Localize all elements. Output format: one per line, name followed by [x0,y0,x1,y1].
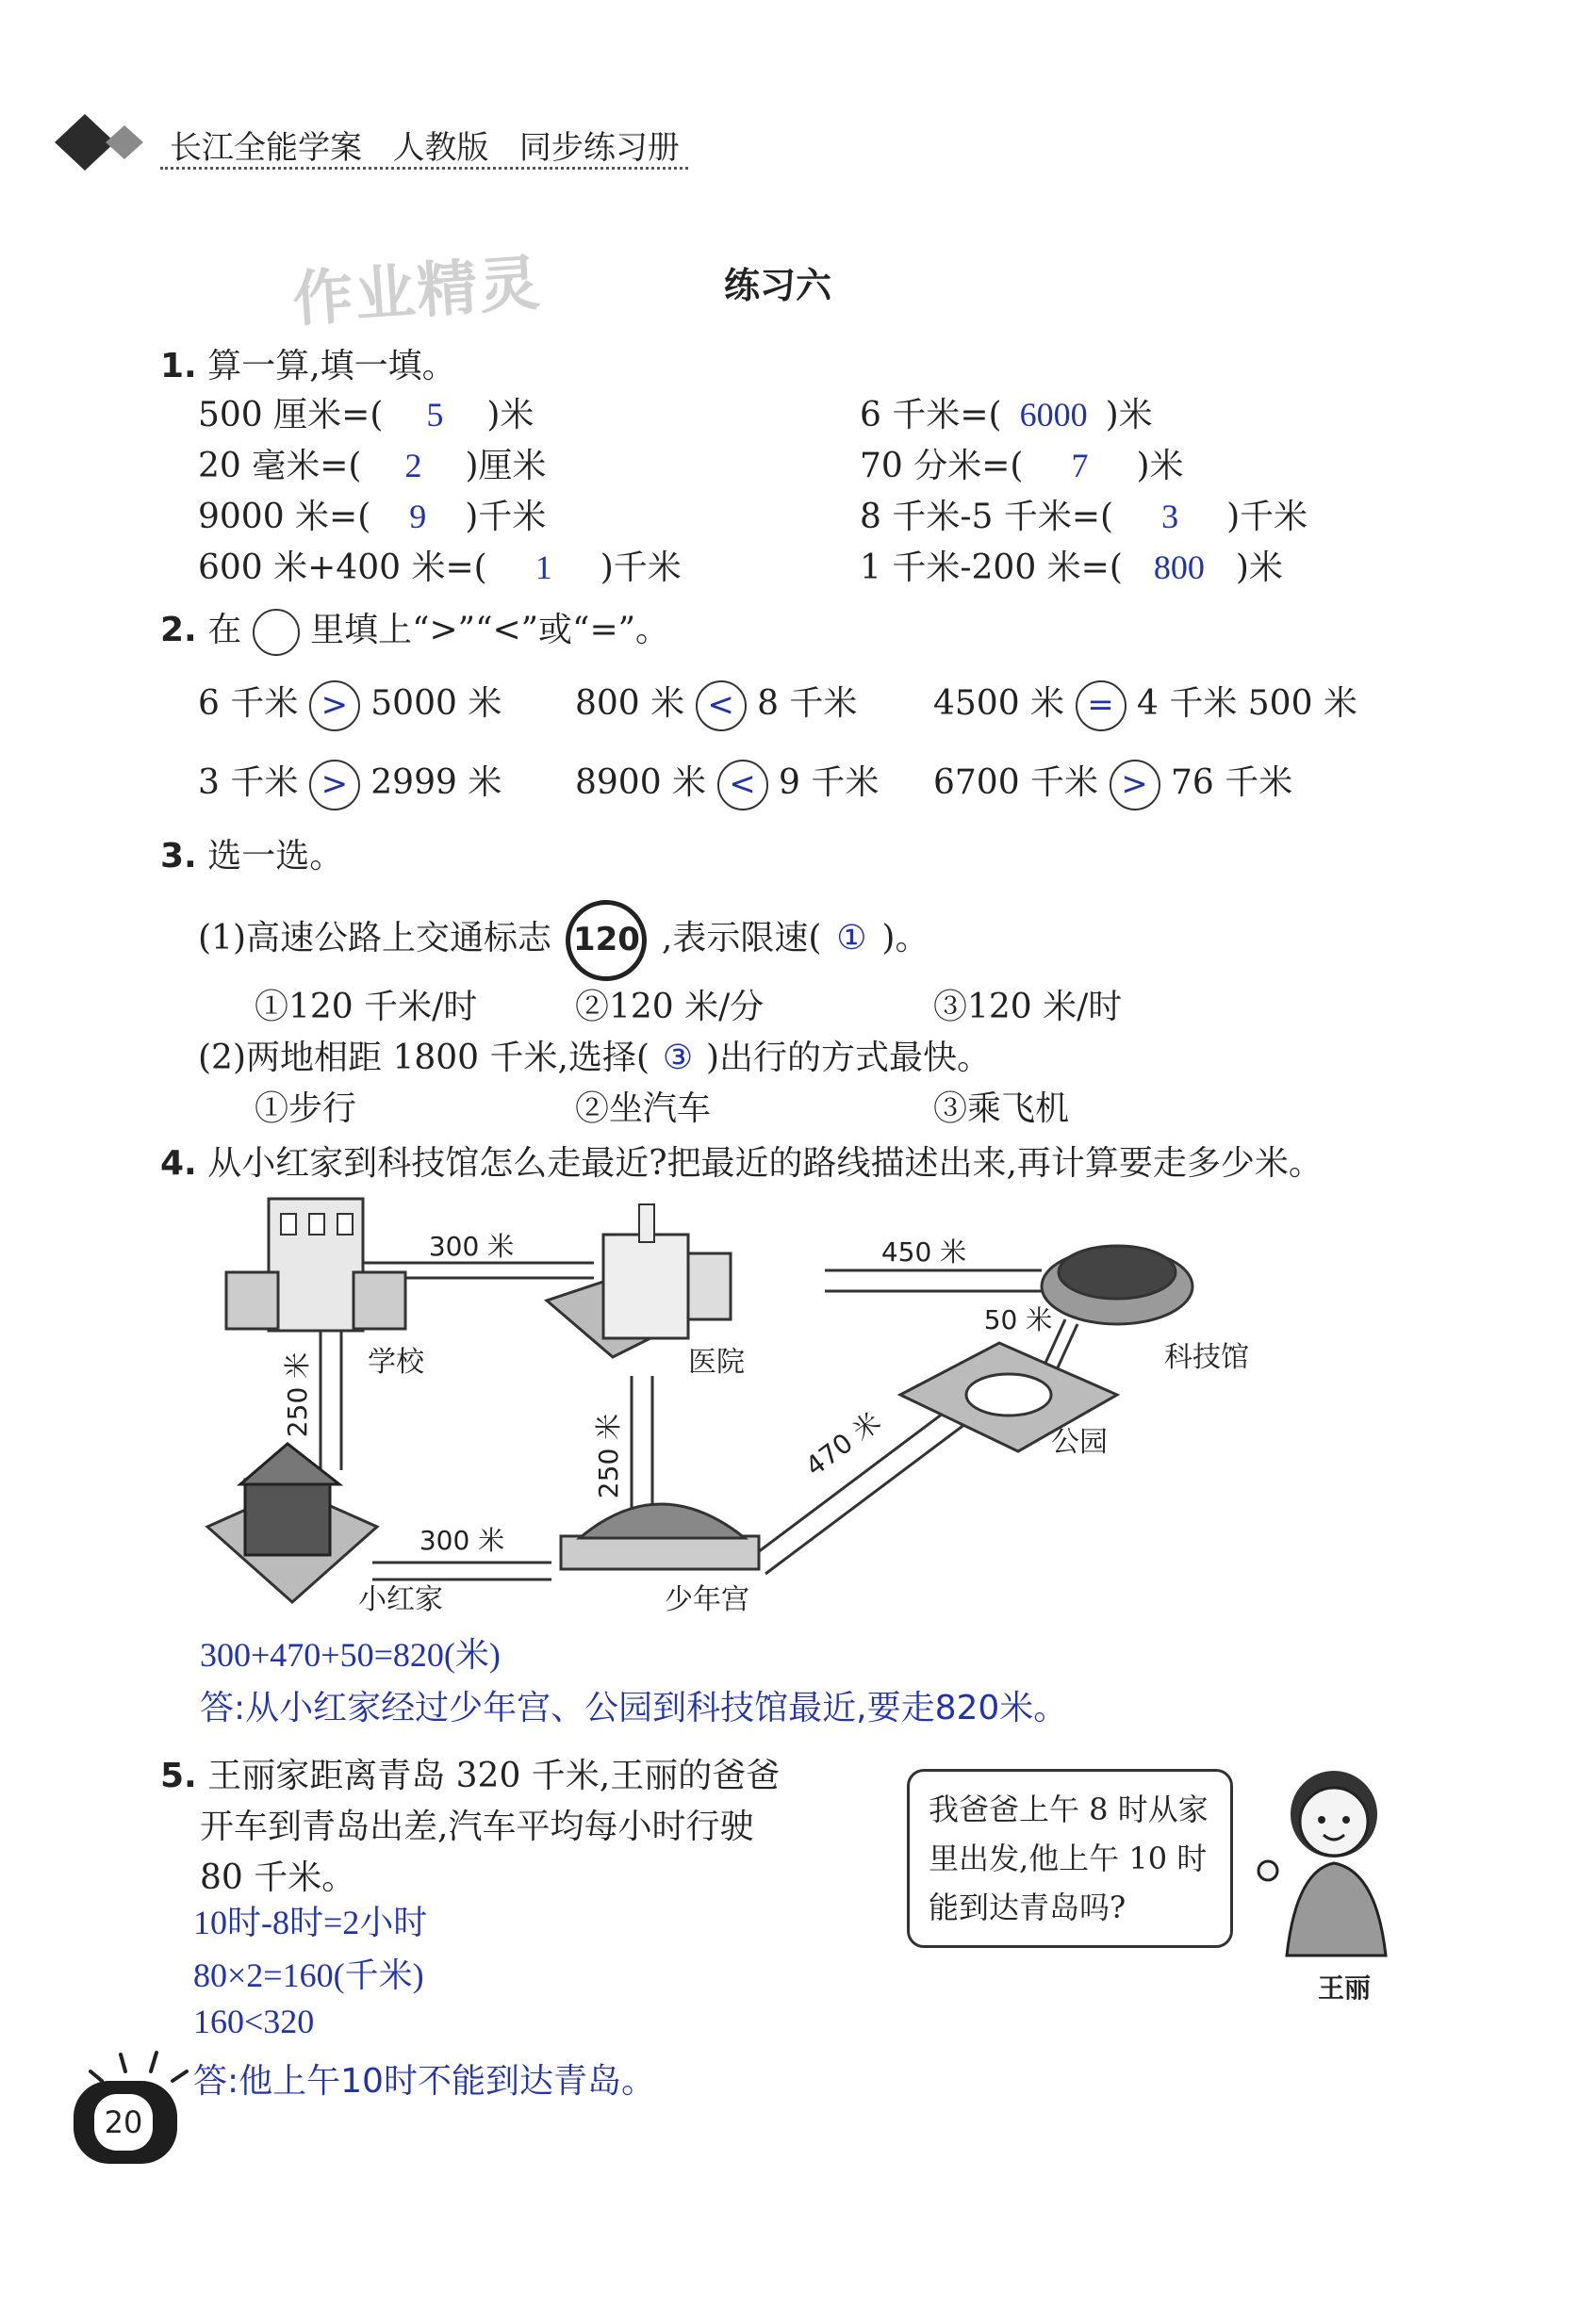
answer: 9 [409,498,427,535]
speech-bubble [907,1769,1233,1948]
header-series: 同步练习册 [518,129,680,167]
distance-label: 250 米 [282,1351,313,1438]
place-label: 学校 [368,1346,424,1379]
q3-p1-pre: (1)高速公路上交通标志 [198,919,551,957]
answer-circle: = [1076,680,1127,731]
q5-line: 80 千米。 [200,1858,356,1897]
school-building-icon [226,1199,405,1331]
q3-title: 选一选。 [207,837,344,876]
header-title: 长江全能学案 [170,129,362,167]
q1-item: 500 厘米=( 5 )米 [198,396,535,434]
place-label: 小红家 [358,1583,443,1616]
speech-line: 能到达青岛吗? [929,1890,1127,1925]
girl-character-icon [1244,1758,1414,1965]
option: ③120 米/时 [933,988,1123,1026]
place-label: 科技馆 [1164,1341,1249,1374]
answer: 5 [426,396,444,434]
page-number: 20 [94,2094,153,2151]
q1-item: 9000 米=( 9 )千米 [198,498,547,536]
answer: 3 [1161,498,1179,535]
answer: 6000 [1019,396,1088,434]
header-divider [160,167,688,170]
page-title: 练习六 [724,265,832,306]
q5-number: 5. [160,1757,197,1795]
speech-line: 里出发,他上午 10 时 [929,1841,1208,1876]
answer: 2 [404,447,422,484]
q3-p1-post: ,表示限速( [661,919,822,957]
museum-dome-icon [1042,1246,1192,1324]
header [47,108,698,184]
speed-limit-sign: 120 [566,900,647,981]
header-edition: 人教版 [392,129,489,167]
q5-line: 开车到青岛出差,汽车平均每小时行驶 [200,1808,754,1846]
q1-number: 1. [160,347,197,385]
q5-line: 王丽家距离青岛 320 千米,王丽的爸爸 [207,1757,781,1795]
empty-circle-icon [253,609,300,656]
option: ③乘飞机 [933,1089,1070,1128]
answer-circle: < [696,680,747,731]
palace-building-icon [561,1504,759,1569]
q5-answer: 10时-8时=2小时 [193,1904,428,1941]
distance-label: 300 米 [419,1525,505,1556]
place-label: 医院 [688,1346,745,1379]
q4-title: 从小红家到科技馆怎么走最近?把最近的路线描述出来,再计算要走多少米。 [207,1144,1323,1183]
compare-item: 3 千米 > 2999 米 [198,756,502,810]
distance-label: 470 米 [799,1406,887,1482]
q5-answer: 160<320 [193,2003,315,2040]
q1-item: 6 千米=( 6000 )米 [860,396,1153,434]
q1-title: 算一算,填一填。 [207,347,456,385]
compare-item: 8900 米 < 9 千米 [575,756,879,810]
compare-item: 800 米 < 8 千米 [575,677,857,731]
hospital-building-icon [547,1204,731,1357]
q1-item: 70 分米=( 7 )米 [860,447,1184,485]
q1-item: 1 千米-200 米=( 800 )米 [860,548,1283,587]
q3-p1-end: )。 [881,919,929,957]
q1-item: 8 千米-5 千米=( 3 )千米 [860,498,1308,536]
q1-item: 600 米+400 米=( 1 )千米 [198,548,682,587]
q4-answer-text: 答:从小红家经过少年宫、公园到科技馆最近,要走820米。 [200,1689,1068,1727]
option: ②坐汽车 [575,1089,712,1128]
answer: 1 [535,548,552,586]
q3-p2-pre: (2)两地相距 1800 千米,选择( [198,1039,650,1077]
answer-circle: < [717,760,768,810]
option: ②120 米/分 [575,988,765,1026]
route-map [189,1197,1282,1640]
compare-item: 6 千米 > 5000 米 [198,677,502,731]
q2-pre: 在 [207,611,242,649]
q2-number: 2. [160,611,197,649]
q4-answer-calc: 300+470+50=820(米) [200,1636,501,1674]
watermark: 作业精灵 [290,248,544,336]
diamond-logo-icon [47,108,151,176]
answer: 800 [1153,548,1205,586]
answer-circle: > [1110,760,1160,810]
q3-p2-post: )出行的方式最快。 [706,1039,992,1077]
option: ①120 千米/时 [255,988,478,1026]
page-number-badge [74,2081,177,2166]
compare-item: 6700 千米 > 76 千米 [933,756,1292,810]
answer-circle: > [309,760,360,810]
place-label: 少年宫 [665,1583,749,1616]
answer: ③ [662,1039,694,1076]
answer: ① [836,919,867,957]
option: ①步行 [255,1089,357,1128]
distance-label: 300 米 [428,1231,515,1262]
q3-number: 3. [160,837,197,876]
q1-item: 20 毫米=( 2 )厘米 [198,447,547,485]
speaker-name: 王丽 [1318,1972,1372,2004]
q5-answer: 答:他上午10时不能到达青岛。 [193,2062,655,2101]
speech-line: 我爸爸上午 8 时从家 [929,1792,1209,1827]
distance-label: 250 米 [593,1413,624,1499]
distance-label: 50 米 [983,1304,1053,1335]
compare-item: 4500 米 = 4 千米 500 米 [933,677,1357,731]
q4-number: 4. [160,1144,197,1183]
home-house-icon [207,1444,377,1602]
distance-label: 450 米 [880,1236,967,1268]
answer-circle: > [309,680,360,731]
q5-answer: 80×2=160(千米) [193,1956,424,1994]
place-label: 公园 [1051,1426,1108,1459]
q2-title: 里填上“>”“<”或“=”。 [310,611,670,649]
answer: 7 [1071,447,1089,484]
